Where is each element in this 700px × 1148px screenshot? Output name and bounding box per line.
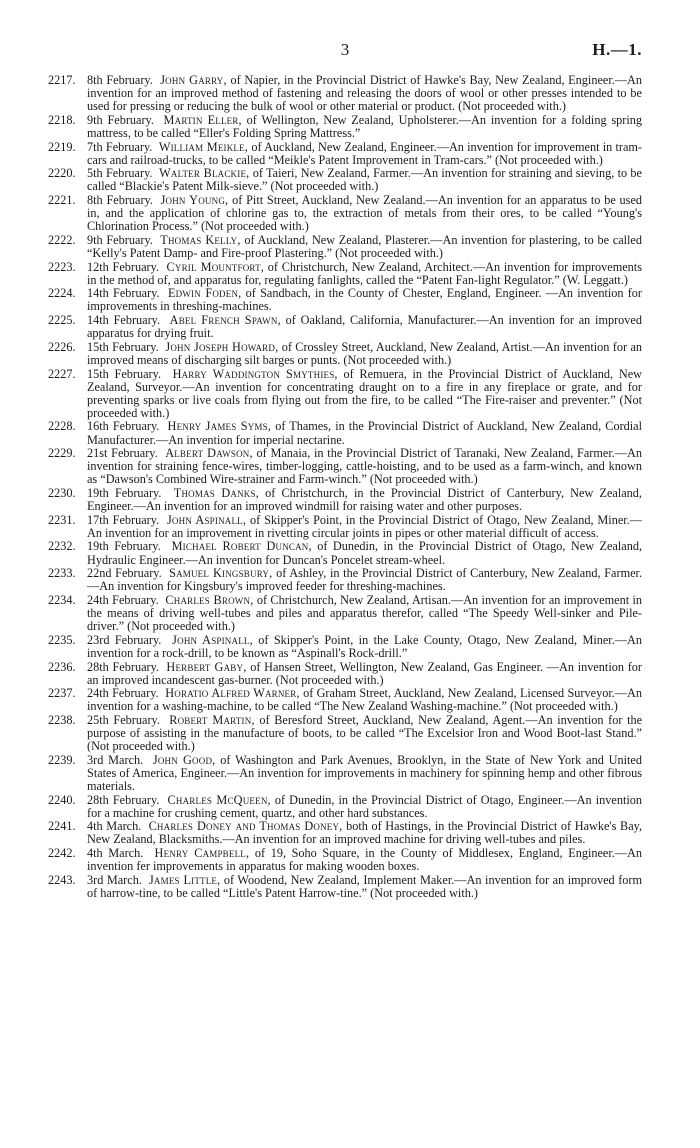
entry-description: of Oakland, California, Manufacturer.—An invention for an improved apparatus for drying fruit. [87,313,642,341]
entry-body [87,661,642,687]
entry-body [87,167,642,193]
entry-number: 2237. [48,686,76,701]
applicant-name: Walter Blackie, [159,166,250,181]
applicant-name: John Garry, [160,73,227,87]
entry-date: 19th February. [87,486,162,501]
entry-number: 2235. [48,632,76,647]
entry-number: 2221. [48,193,76,208]
entry-description: of Skipper's Point, in the Provincial District of Otago, New Zealand, Miner.—An invention for an improvement in rivetting circular joints in pipes or other material difficult of access. [87,512,642,540]
applicant-name: John Aspinall, [172,632,253,647]
entry-date: 24th February. [87,592,159,607]
entry-description: of Washington and Park Avenues, Brooklyn, in the State of New York and United States of America, Engineer.—An invention for improvements in machinery for spinning hemp and other fibrous materials. [87,752,642,793]
applicant-name: John Good, [152,752,216,767]
applicant-name: Abel French Spawn, [169,313,281,328]
applicant-name: Charles Brown, [165,592,254,607]
entry-description: of Dunedin, in the Provincial District of Otago, Engineer.—An invention for a machine for crushing cement, quartz, and other hard substances. [87,792,643,820]
patent-entry [48,540,642,566]
patent-entry [48,74,642,113]
entry-description: of Woodend, New Zealand, Implement Maker.—An invention for an improved form of harrow-tine, to be called “Little's Patent Harrow-tine.” (Not proceeded with.) [87,872,643,900]
entry-description: of Wellington, New Zealand, Upholsterer.—An invention for a folding spring mattress, to be called “Eller's Folding Spring Mattress.” [87,112,642,140]
entry-body [87,687,642,713]
entry-number: 2239. [48,752,76,767]
entry-date: 28th February. [87,792,160,807]
entry-body [87,368,642,420]
entry-date: 8th February. [87,193,153,208]
entry-number: 2236. [48,659,76,674]
patent-entry [48,287,642,313]
entry-body [87,514,642,540]
entry-description: of Manaia, in the Provincial District of Taranaki, New Zealand, Farmer.—An invention for straining fence-wires, timber-logging, cattle-hoisting, and to be used as a farm-winch, and known as “Dawson's Combined Wire-strainer and Farm-winch.” (Not proceeded with.) [87,446,643,487]
applicant-name: Thomas Danks, [173,486,259,501]
entry-date: 7th February. [87,139,153,154]
patent-entry [48,661,642,687]
patent-entry [48,114,642,140]
entry-description: of Dunedin, in the Provincial District of Otago, New Zealand, Hydraulic Engineer.—An invention for Duncan's Poncelet stream-wheel. [87,539,643,567]
entry-number: 2232. [48,539,76,554]
entry-number: 2242. [48,846,76,861]
entry-body [87,754,642,793]
entry-number: 2224. [48,286,76,301]
applicant-name: Harry Waddington Smythies, [172,366,338,381]
document-code: H.—1. [592,40,642,59]
entry-body [87,634,642,660]
entry-body [87,234,642,260]
applicant-name: Cyril Mountfort, [166,259,265,274]
entry-description: of Christchurch, New Zealand, Architect.—An invention for improvements in the method of, and apparatus for, regulating fanlights, called the “Patent Fan-light Regulator.” (W. Leggatt.) [87,259,642,287]
entry-date: 25th February. [87,712,160,727]
entry-date: 12th February. [87,259,160,274]
entry-number: 2217. [48,73,76,87]
applicant-name: Charles McQueen, [167,792,271,807]
entry-body [87,794,642,820]
entry-description: of Taieri, New Zealand, Farmer.—An invention for straining and sieving, to be called “Blackie's Patent Milk-sieve.” (Not proceeded with.) [87,166,642,194]
entry-date: 9th February. [87,112,154,127]
entry-body [87,714,642,753]
page-number: 3 [340,40,350,59]
applicant-name: John Aspinall, [166,512,247,527]
patent-entry [48,194,642,233]
entry-body [87,820,642,846]
applicant-name: John Joseph Howard, [165,339,279,354]
entry-date: 3rd March. [87,872,142,887]
entry-date: 5th February. [87,166,153,181]
entry-date: 28th February. [87,659,159,674]
entry-number: 2225. [48,313,76,328]
entry-number: 2229. [48,446,76,461]
applicant-name: Albert Dawson, [165,446,253,461]
entry-description: of Remuera, in the Provincial District of Auckland, New Zealand, Surveyor.—An invention for concentrating draught on to a fire in any fireplace or grate, and for preventing sparks or live coals from flying out from the fire, to be called “The Fire-raiser and preventer.” (Not proceeded with.) [87,366,642,420]
entry-number: 2222. [48,232,76,247]
entry-number: 2218. [48,112,76,127]
entry-number: 2226. [48,339,76,354]
entry-number: 2228. [48,419,76,434]
entry-description: of Christchurch, New Zealand, Artisan.—An invention for an improvement in the means of driving well-tubes and piles and apparatus therefor, called “The Speedy Well-sinker and Pile-driver.” (Not proceeded with.) [87,592,642,634]
entry-date: 16th February. [87,419,160,434]
entry-number: 2243. [48,872,76,887]
entry-date: 14th February. [87,286,160,301]
page-header [48,40,642,74]
entry-body [87,194,642,233]
entry-number: 2241. [48,819,76,834]
entry-date: 9th February. [87,232,153,247]
patent-entry [48,820,642,846]
patent-entry [48,368,642,420]
entry-body [87,261,642,287]
patent-entry [48,634,642,660]
patent-entry [48,687,642,713]
patent-entry [48,594,642,633]
patent-entry [48,314,642,340]
applicant-name: James Little, [148,872,221,887]
patent-entry [48,420,642,446]
entry-description: of Hansen Street, Wellington, New Zealand, Gas Engineer. —An invention for an improved incandescent gas-burner. (Not proceeded with.) [87,659,642,687]
entry-body [87,420,642,446]
entry-number: 2238. [48,712,76,727]
entry-body [87,594,642,633]
entry-date: 19th February. [87,539,161,554]
entry-description: of Sandbach, in the County of Chester, England, Engineer. —An invention for improvements in threshing-machines. [87,286,643,314]
entry-description: of Ashley, in the Provincial District of Canterbury, New Zealand, Farmer.—An invention for Kingsbury's improved feeder for threshing-machines. [87,566,643,594]
entry-body [87,314,642,340]
entry-body [87,567,642,593]
entry-description: of Skipper's Point, in the Lake County, Otago, New Zealand, Miner.—An invention for a rock-drill, to be known as “Aspinall's Rock-drill.” [87,632,642,660]
entry-description: of Pitt Street, Auckland, New Zealand.—An invention for an apparatus to be used in, and the application of chlorine gas to, the extraction of metals from their ores, to be called “Young's Chlorination Process.” (Not proceeded with.) [87,193,643,234]
patent-entry [48,341,642,367]
entry-date: 22nd February. [87,566,162,581]
patent-entry [48,874,642,900]
entry-number: 2220. [48,166,76,181]
applicant-name: Horatio Alfred Warner, [165,686,300,701]
entry-body [87,447,642,486]
entry-description: of Crossley Street, Auckland, New Zealand, Artist.—An invention for an improved means of discharging silt barges or punts. (Not proceeded with.) [87,339,643,367]
patent-entry [48,447,642,486]
entry-date: 3rd March. [87,752,144,767]
entry-date: 4th March. [87,846,144,861]
applicant-name: John Young, [160,193,229,208]
applicant-name: Charles Doney and Thomas Doney, [148,819,343,834]
patent-entry [48,487,642,513]
entry-date: 8th February. [87,73,153,87]
entry-date: 24th February. [87,686,159,701]
entry-description: of Auckland, New Zealand, Plasterer.—An invention for plastering, to be called “Kelly's Patent Damp- and Fire-proof Plastering.” (Not proceeded with.) [87,232,642,260]
entry-body [87,487,642,513]
applicant-name: Henry James Syms, [167,419,272,434]
entry-body [87,341,642,367]
applicant-name: Henry Campbell, [154,846,250,861]
applicant-name: Martin Eller, [163,112,242,127]
entry-body [87,287,642,313]
entry-number: 2240. [48,792,76,807]
entry-description: of 19, Soho Square, in the County of Middlesex, England, Engineer.—An invention fer improvements in apparatus for making wooden boxes. [87,846,643,874]
applicant-name: Samuel Kingsbury, [169,566,273,581]
patent-entry [48,847,642,873]
entry-number: 2233. [48,566,76,581]
applicant-name: Edwin Foden, [167,286,242,301]
entry-body [87,114,642,140]
entry-body [87,874,642,900]
entry-date: 4th March. [87,819,142,834]
applicant-name: Thomas Kelly, [160,232,241,247]
patent-entry [48,141,642,167]
entry-description: of Napier, in the Provincial District of Hawke's Bay, New Zealand, Engineer.—An invention for an improved method of fastening and releasing the doors of wool or other presses intended to be used for pressing or reducing the bulk of wool or other material or product. (Not proceeded with.) [87,73,643,114]
entry-body [87,847,642,873]
entry-date: 23rd February. [87,632,162,647]
entry-date: 15th February. [87,366,162,381]
entry-number: 2223. [48,259,76,274]
patent-entries-list [48,74,642,900]
entry-body [87,540,642,566]
patent-entry [48,794,642,820]
patent-entry [48,261,642,287]
entry-description: of Auckland, New Zealand, Engineer.—An invention for improvement in tram-cars and railroad-trucks, to be called “Meikle's Patent Improvement in Tram-cars.” (Not proceeded with.) [87,139,643,167]
entry-description: of Graham Street, Auckland, New Zealand, Licensed Surveyor.—An invention for a washing-machine, to be called “The New Zealand Washing-machine.” (Not proceeded with.) [87,686,643,714]
applicant-name: Michael Robert Duncan, [171,539,312,554]
patent-entry [48,514,642,540]
entry-body [87,74,642,113]
entry-number: 2230. [48,486,76,501]
entry-description: of Christchurch, in the Provincial District of Canterbury, New Zealand, Engineer.—An invention for an improved windmill for raising water and other purposes. [87,486,642,514]
patent-entry [48,714,642,753]
applicant-name: Robert Martin, [169,712,255,727]
entry-date: 21st February. [87,446,158,461]
entry-body [87,141,642,167]
entry-number: 2234. [48,592,76,607]
entry-date: 14th February. [87,313,161,328]
entry-description: of Beresford Street, Auckland, New Zealand, Agent.—An invention for the purpose of assisting in the manufacture of boots, to be called “The Excelsior Iron and Wood Boot-last Stand.” (Not proceeded with.) [87,712,643,754]
entry-date: 17th February. [87,512,160,527]
patent-entry [48,567,642,593]
applicant-name: Herbert Gaby, [166,659,247,674]
entry-number: 2231. [48,512,76,527]
entry-number: 2219. [48,139,76,154]
patent-entry [48,754,642,793]
applicant-name: William Meikle, [158,139,249,154]
patent-entry [48,167,642,193]
entry-description: both of Hastings, in the Provincial District of Hawke's Bay, New Zealand, Blacksmiths.—An invention for an improved machine for driving well-tubes and piles. [87,819,643,847]
entry-date: 15th February. [87,339,159,354]
entry-number: 2227. [48,366,76,381]
patent-entry [48,234,642,260]
entry-description: of Thames, in the Provincial District of Auckland, New Zealand, Cordial Manufacturer.—An invention for imperial nectarine. [87,419,643,447]
